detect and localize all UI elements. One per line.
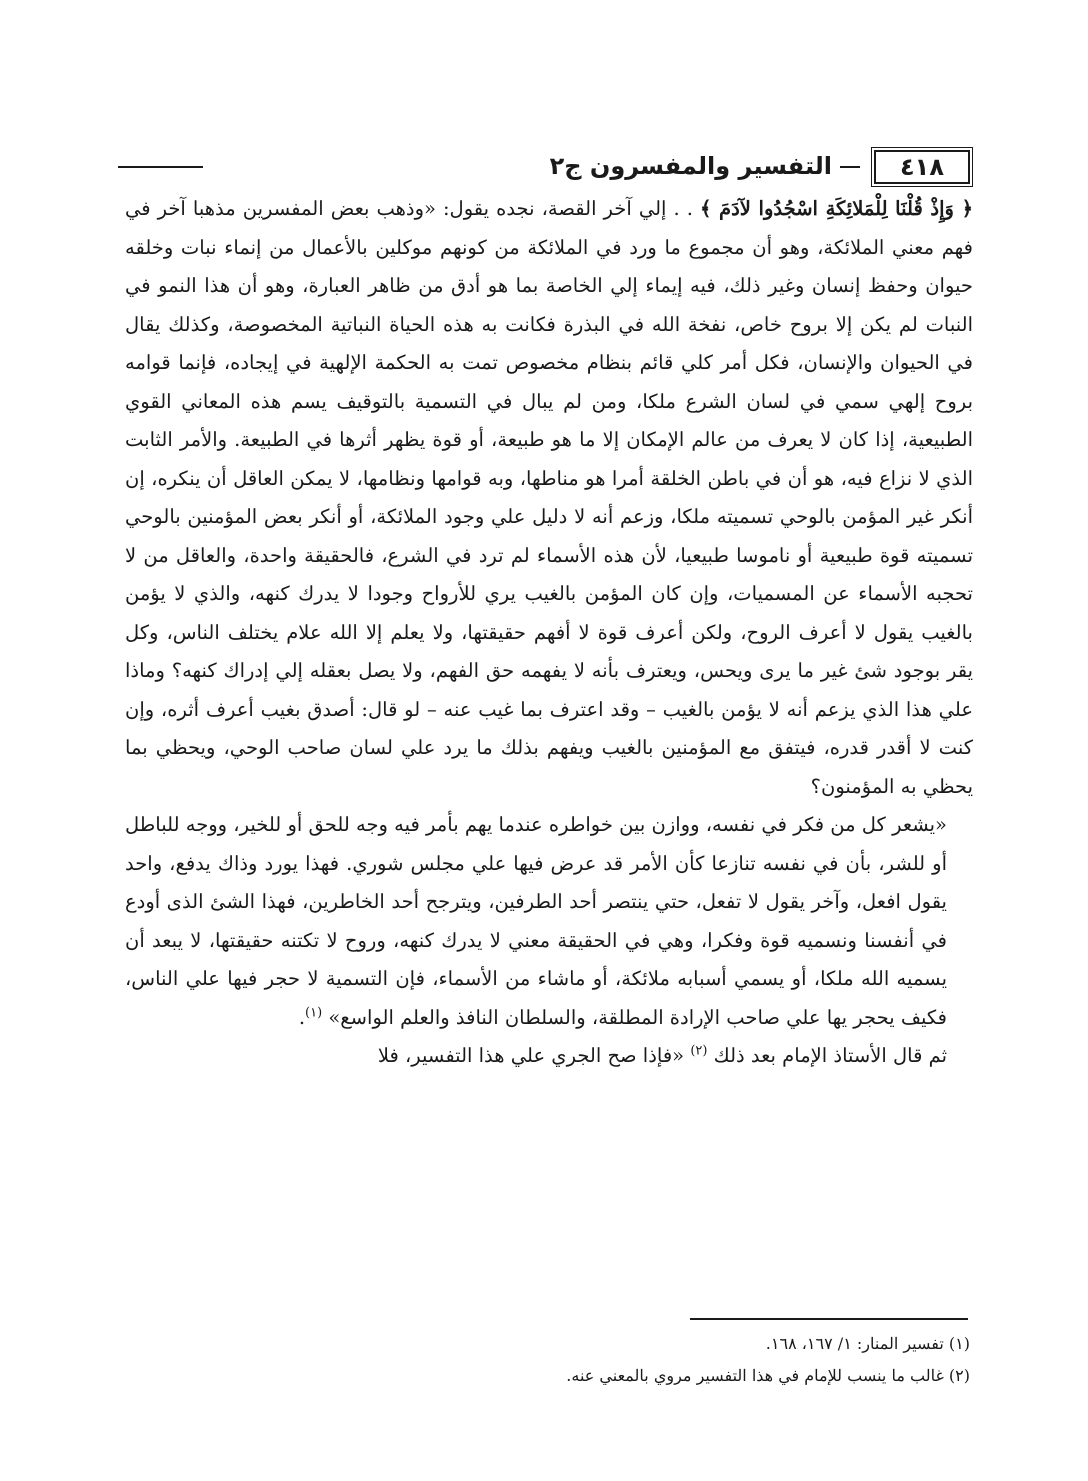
paragraph-1 bbox=[125, 190, 973, 806]
paragraph-2-text: «يشعر كل من فكر في نفسه، ووازن بين خواطره عندما يهم بأمر فيه وجه للحق أو للخير، ووجه للباطل أو للشر، بأن في نفسه تنازعا كأن الأمر قد عرض فيها علي مجلس شوري. فهذا يورد وذاك يدفع، واحد يقول افعل، وآخر يقول لا تفعل، حتي ينتصر أحد الطرفين، ويترجح أحد الخاطرين، فهذا الشئ الذى أودع في أنفسنا ونسميه قوة وفكرا، وهي في الحقيقة معني لا يدرك كنهه، وروح لا تكتنه حقيقتها، لا يبعد أن يسميه الله ملكا، أو يسمي أسبابه ملائكة، أو ماشاء من الأسماء، فإن التسمية لا حجر فيها علي الناس، فكيف يحجر يها علي صاحب الإرادة المطلقة، والسلطان النافذ والعلم الواسع» bbox=[125, 813, 947, 1029]
footnote-divider bbox=[690, 1318, 968, 1320]
footnote-1: (١) تفسير المنار: ١/ ١٦٧، ١٦٨. bbox=[765, 1334, 970, 1353]
paragraph-3-text-b: «فإذا صح الجري علي هذا التفسير، فلا bbox=[377, 1044, 685, 1067]
page-number: ٤١٨ bbox=[874, 150, 970, 184]
footnote-ref-1[interactable]: (١) bbox=[305, 1005, 323, 1020]
footnotes bbox=[370, 1328, 970, 1392]
main-text bbox=[125, 190, 973, 1076]
paragraph-2 bbox=[125, 806, 973, 1037]
header-rule-left bbox=[118, 166, 203, 168]
paragraph-1-text: . . إلي آخر القصة، نجده يقول: «وذهب بعض المفسرين مذهبا آخر في فهم معني الملائكة، وهو أن مجموع ما ورد في الملائكة من كونهم موكلين بالأعمال من إنماء نبات وخلقه حيوان وحفظ إنسان وغير ذلك، فيه إيماء إلي الخاصة بما هو أدق من ظاهر العبارة، وهو أن هذا النمو في النبات لم يكن إلا بروح خاص، نفخة الله في البذرة فكانت به هذه الحياة النباتية المخصوصة، وكذلك يقال في الحيوان والإنسان، فكل أمر كلي قائم بنظام مخصوص تمت به الحكمة الإلهية في إيجاده، فإنما قوامه بروح إلهي سمي في لسان الشرع ملكا، ومن لم يبال في التسمية بالتوقيف يسم هذه المعاني القوي الطبيعية، إذا كان لا يعرف من عالم الإمكان إلا ما هو طبيعة، أو قوة يظهر أثرها في الطبيعة. والأمر الثابت الذي لا نزاع فيه، هو أن في باطن الخلقة أمرا هو مناطها، وبه قوامها ونظامها، لا يمكن العاقل أن ينكره، إن أنكر غير المؤمن بالوحي تسميته ملكا، وزعم أنه لا دليل علي وجود الملائكة، أو أنكر بعض المؤمنين بالوحي تسميته قوة طبيعية أو ناموسا طبيعيا، لأن هذه الأسماء لم ترد في الشرع، فالحقيقة واحدة، والعاقل من لا تحجبه الأسماء عن المسميات، وإن كان المؤمن بالغيب يري للأرواح وجودا لا يدرك كنهه، والذي لا يؤمن بالغيب يقول لا أعرف الروح، ولكن أعرف قوة لا أفهم حقيقتها، ولا يعلم إلا الله علام يختلف الناس، وكل يقر بوجود شئ غير ما يرى ويحس، ويعترف بأنه لا يفهمه حق الفهم، ولا يصل بعقله إلي إدراك كنهه؟ وماذا علي هذا الذي يزعم أنه لا يؤمن بالغيب – وقد اعترف بما غيب عنه – لو قال: أصدق بغيب أعرف أثره، وإن كنت لا أقدر قدره، فيتفق مع المؤمنين بالغيب ويفهم بذلك ما يرد علي لسان صاحب الوحي، ويحظي بما يحظي به المؤمنون؟ bbox=[125, 197, 973, 798]
footnote-ref-2[interactable]: (٢) bbox=[690, 1043, 708, 1059]
header-rule-right bbox=[840, 166, 860, 168]
footnote-2: (٢) غالب ما ينسب للإمام في هذا التفسير مروي بالمعني عنه. bbox=[566, 1366, 970, 1385]
page-header bbox=[118, 150, 970, 184]
running-title: التفسير والمفسرون ج٢ bbox=[549, 152, 832, 180]
paragraph-3-text-a: ثم قال الأستاذ الإمام بعد ذلك bbox=[713, 1044, 947, 1067]
quran-verse: ﴿ وَإِذْ قُلْنَا لِلْمَلائِكَةِ اسْجُدُوا لآدَمَ ﴾ bbox=[699, 197, 973, 220]
paragraph-2-end: . bbox=[298, 1005, 306, 1029]
paragraph-3 bbox=[125, 1037, 973, 1076]
